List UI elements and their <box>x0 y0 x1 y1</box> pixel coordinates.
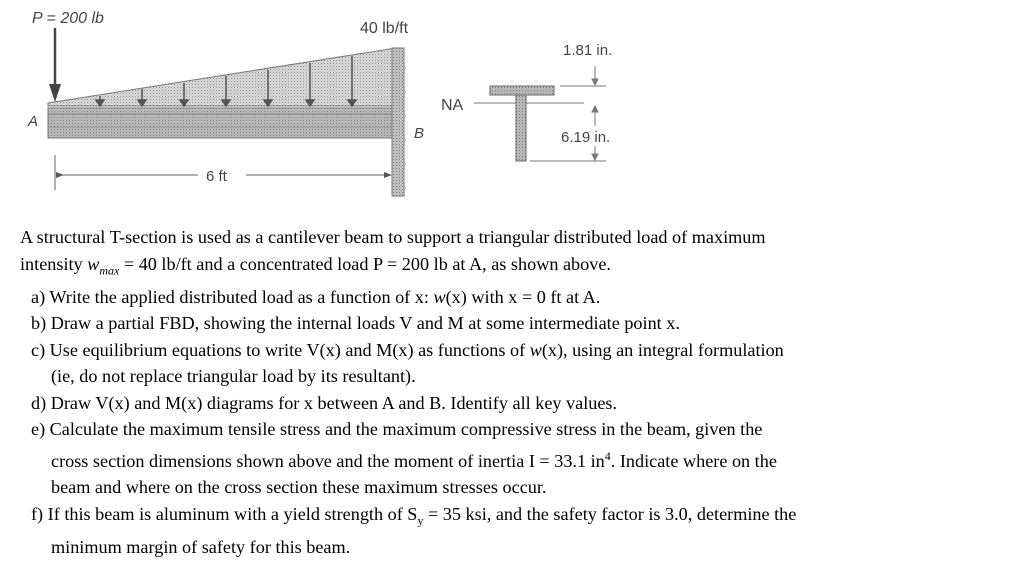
item-f <box>20 501 1010 561</box>
item-e-2 <box>51 443 1010 475</box>
item-b: b) Draw a partial FBD, showing the internal loads V and M at some intermediate point x. <box>31 313 680 334</box>
t-section-flange <box>490 86 554 95</box>
item-e-2b: . Indicate where on the <box>610 450 777 471</box>
item-e <box>20 416 1010 501</box>
item-a-w: w <box>433 286 446 307</box>
intro-line-1: A structural T-section is used as a cantilever beam to support a triangular distributed load of maximum <box>20 227 766 247</box>
item-e-2a: cross section dimensions shown above and the moment of inertia I = 33.1 in <box>51 450 605 471</box>
item-e-3: beam and where on the cross section these maximum stresses occur. <box>51 477 547 498</box>
intro-2b: = 40 lb/ft and a concentrated load P = 200 lb at A, as shown above. <box>119 253 611 274</box>
item-e-sup: 4 <box>604 448 611 463</box>
item-d: d) Draw V(x) and M(x) diagrams for x between A and B. Identify all key values. <box>31 392 618 413</box>
w-symbol: w <box>87 253 100 274</box>
item-c <box>20 337 1010 390</box>
item-a <box>20 284 1010 311</box>
item-c-cont: (ie, do not replace triangular load by its resultant). <box>51 366 416 387</box>
load-p-arrowhead-icon <box>49 84 61 102</box>
na-label: NA <box>441 97 464 114</box>
item-c-1: c) Use equilibrium equations to write V(x) and M(x) as functions of <box>31 339 530 360</box>
dist-load-label: 40 lb/ft <box>360 20 409 37</box>
load-p-label: P = 200 lb <box>32 10 104 27</box>
item-a-1: a) Write the applied distributed load as a function of x: <box>31 286 434 307</box>
section-dimensions <box>530 66 606 161</box>
item-a-2: (x) with x = 0 ft at A. <box>445 286 601 307</box>
wall-support <box>392 48 404 196</box>
intro-line-2 <box>20 251 1010 284</box>
w-subscript: max <box>99 263 120 278</box>
item-f-1a: f) If this beam is aluminum with a yield strength of S <box>31 503 418 524</box>
beam <box>48 108 392 138</box>
intro-2a: intensity <box>20 253 88 274</box>
beam-figure <box>0 0 1024 215</box>
item-e-1: e) Calculate the maximum tensile stress and the maximum compressive stress in the beam, given the <box>31 419 763 440</box>
item-f-2: minimum margin of safety for this beam. <box>51 536 351 557</box>
t-section-web <box>516 95 526 161</box>
item-c-w: w <box>529 339 542 360</box>
dim-top-label: 1.81 in. <box>563 42 613 59</box>
problem-statement <box>20 224 1010 560</box>
item-f-1b: = 35 ksi, and the safety factor is 3.0, determine the <box>423 503 797 524</box>
point-b-label: B <box>414 125 425 142</box>
item-f-sub: y <box>417 513 424 528</box>
length-label: 6 ft <box>206 168 227 185</box>
item-c-2: (x), using an integral formulation <box>541 339 784 360</box>
point-a-label: A <box>28 113 39 130</box>
dim-bottom-label: 6.19 in. <box>561 129 611 146</box>
